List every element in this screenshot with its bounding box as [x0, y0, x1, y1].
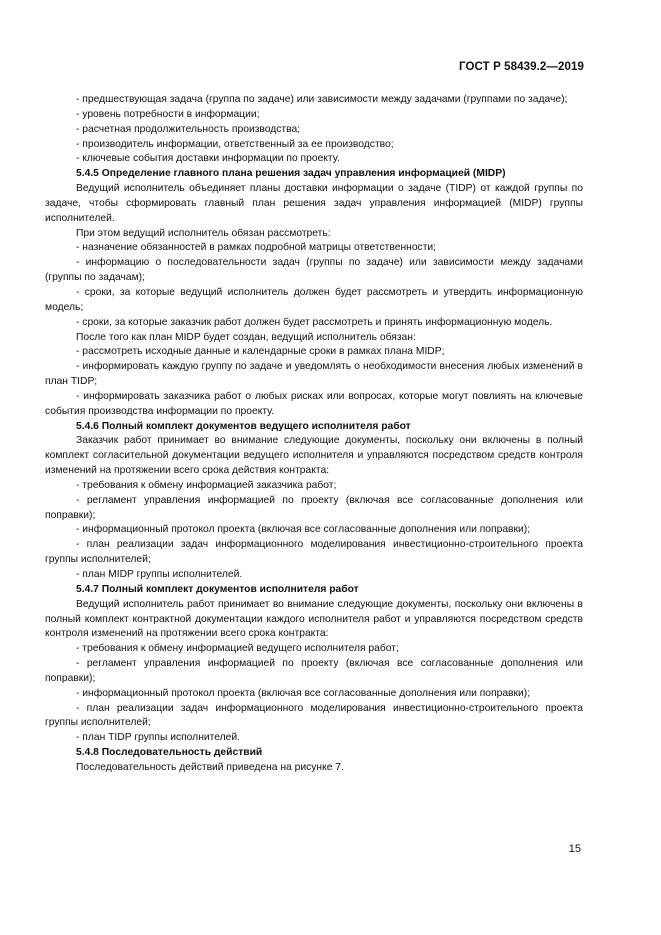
paragraph: - информацию о последовательности задач (группы по задаче) или зависимости между задачами (группы по задачам);: [45, 257, 583, 284]
paragraph: - информировать заказчика работ о любых рисках или вопросах, которые могут повлиять на ключевые события производства информации по проекту.: [45, 390, 583, 417]
paragraph: - сроки, за которые заказчик работ должен будет рассмотреть и принять информационную модель.: [76, 316, 553, 328]
paragraph: - информационный протокол проекта (включая все согласованные дополнения или поправки);: [76, 687, 531, 699]
paragraph: - сроки, за которые ведущий исполнитель должен будет рассмотреть и утвердить информационную модель;: [45, 286, 583, 313]
standard-header: ГОСТ Р 58439.2—2019: [459, 61, 584, 73]
page-number: 15: [568, 843, 581, 855]
paragraph: - требования к обмену информацией заказчика работ;: [76, 479, 337, 491]
paragraph: - план реализации задач информационного моделирования инвестиционно-строительного проекта группы исполнителей;: [45, 539, 583, 566]
paragraph: После того как план MIDP будет создан, ведущий исполнитель обязан:: [76, 331, 416, 343]
paragraph: - производитель информации, ответственный за ее производство;: [76, 138, 394, 150]
paragraph: При этом ведущий исполнитель обязан рассмотреть:: [76, 227, 331, 239]
section-heading: 5.4.5 Определение главного плана решения задач управления информацией (MIDP): [76, 168, 506, 180]
paragraph: - рассмотреть исходные данные и календарные сроки в рамках плана MIDP;: [76, 346, 445, 358]
paragraph: - план TIDP группы исполнителей.: [76, 732, 240, 744]
paragraph: Заказчик работ принимает во внимание следующие документы, поскольку они включены в полный комплект согласительной документации ведущего исполнителя и управляются посредством средств контроля изменений на протяжении всего срока действия контракта:: [45, 435, 583, 477]
paragraph: Ведущий исполнитель объединяет планы доставки информации о задаче (TIDP) от каждой группы по задаче, чтобы сформировать главный план решения задач управления информацией (MIDP) группы исполнителей.: [45, 183, 583, 224]
paragraph: - план реализации задач информационного моделирования инвестиционно-строительного проекта группы исполнителей;: [45, 702, 583, 729]
section-heading: 5.4.7 Полный комплект документов исполнителя работ: [76, 583, 359, 595]
section-heading: 5.4.8 Последовательность действий: [76, 747, 263, 759]
paragraph: Ведущий исполнитель работ принимает во внимание следующие документы, поскольку они включены в полный комплект контрактной документации каждого исполнителя работ и управляются посредством средств контроля изменений на протяжении всего срока контракта:: [45, 598, 583, 640]
paragraph: Последовательность действий приведена на рисунке 7.: [76, 761, 344, 773]
paragraph: - расчетная продолжительность производства;: [76, 123, 301, 135]
paragraph: - предшествующая задача (группа по задаче) или зависимости между задачами (группами по задаче);: [76, 94, 568, 105]
paragraph: - информировать каждую группу по задаче и уведомлять о необходимости внесения любых изменений в план TIDP;: [45, 361, 583, 388]
paragraph: - регламент управления информацией по проекту (включая все согласованные дополнения или поправки);: [45, 658, 583, 684]
document-body: [45, 93, 583, 776]
paragraph: - назначение обязанностей в рамках подробной матрицы ответственности;: [76, 242, 437, 254]
paragraph: - требования к обмену информацией ведущего исполнителя работ;: [76, 643, 399, 655]
paragraph: - регламент управления информацией по проекту (включая все согласованные дополнения или поправки);: [45, 494, 583, 521]
section-heading: 5.4.6 Полный комплект документов ведущего исполнителя работ: [76, 420, 411, 432]
paragraph: - план MIDP группы исполнителей.: [76, 569, 243, 580]
paragraph: - ключевые события доставки информации по проекту.: [76, 153, 340, 165]
paragraph: - уровень потребности в информации;: [76, 108, 260, 120]
paragraph: - информационный протокол проекта (включая все согласованные дополнения или поправки);: [76, 524, 531, 536]
